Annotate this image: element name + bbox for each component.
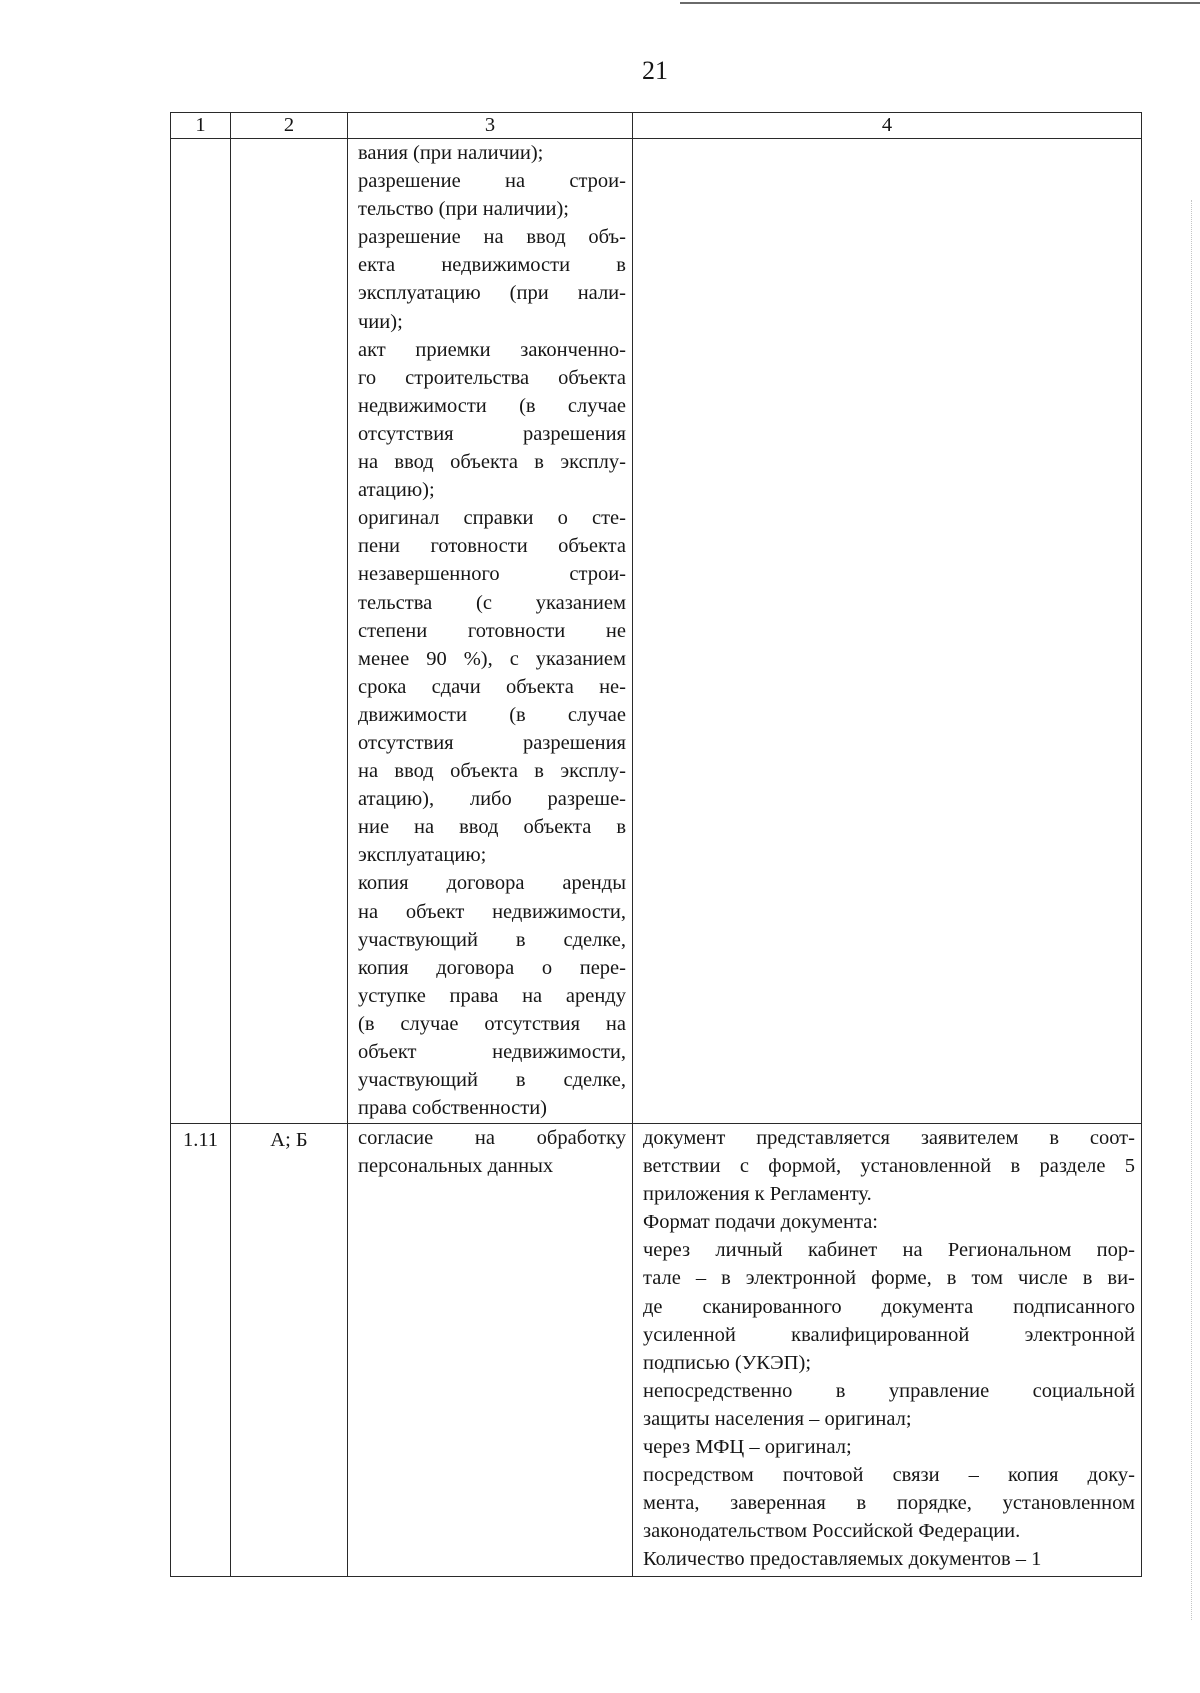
text-line: Формат подачи документа: [643, 1211, 878, 1234]
text-line: Количество предоставляемых документов – 1 [643, 1548, 1042, 1571]
page-number: 21 [642, 56, 668, 85]
text-line: на ввод объекта в эксплу- [358, 451, 626, 474]
text-line: разрешение на строи- [358, 170, 626, 193]
table-row [171, 1124, 1142, 1577]
header-col-3: 3 [348, 113, 633, 139]
text-line: копия договора аренды [358, 872, 626, 895]
text-line: отсутствия разрешения [358, 422, 626, 445]
text-line: де сканированного документа подписанного [643, 1295, 1135, 1318]
text-line: эксплуатацию (при нали- [358, 282, 626, 305]
header-col-1: 1 [171, 113, 231, 139]
text-line: на объект недвижимости, [358, 900, 626, 923]
category-cell: А; Б [231, 1124, 348, 1577]
row-number-cell: 1.11 [171, 1124, 231, 1577]
text-line: атацию), либо разреше- [358, 788, 626, 811]
text-line: (в случае отсутствия на [358, 1012, 626, 1035]
text-line: недвижимости (в случае [358, 394, 626, 417]
text-line: тельства (с указанием [358, 591, 626, 614]
text-line: степени готовности не [358, 619, 626, 642]
text-line: подписью (УКЭП); [643, 1351, 812, 1374]
top-edge-rule [680, 2, 1200, 4]
text-line: документ представляется заявителем в соот- [643, 1127, 1135, 1149]
text-line: эксплуатацию; [358, 844, 487, 867]
text-line: незавершенного строи- [358, 563, 626, 586]
document-name-cell [348, 139, 633, 1124]
text-line: копия договора о пере- [358, 956, 626, 979]
text-line: вания (при наличии); [358, 142, 544, 164]
text-line: менее 90 %), с указанием [358, 647, 626, 670]
text-line: разрешение на ввод объ- [358, 226, 626, 249]
text-line: приложения к Регламенту. [643, 1183, 872, 1206]
text-line: посредством почтовой связи – копия доку- [643, 1464, 1135, 1487]
text-line: екта недвижимости в [358, 254, 626, 277]
text-line: законодательством Российской Федерации. [643, 1520, 1021, 1543]
text-line: через МФЦ – оригинал; [643, 1436, 852, 1459]
table-row [171, 139, 1142, 1124]
text-line: атацию); [358, 479, 435, 502]
text-line: акт приемки законченно- [358, 338, 626, 361]
text-line: объект недвижимости, [358, 1041, 626, 1063]
text-line: защиты населения – оригинал; [643, 1407, 912, 1430]
text-line: чии); [358, 310, 403, 333]
text-line: непосредственно в управление социальной [643, 1379, 1135, 1402]
text-line: тельство (при наличии); [358, 198, 569, 221]
text-line: ние на ввод объекта в [358, 816, 626, 839]
scan-edge-dots [1190, 200, 1192, 1620]
document-requirements-cell [633, 1124, 1142, 1577]
text-line: ветствии с формой, установленной в разделе 5 [643, 1155, 1135, 1178]
text-line: согласие на обработку [358, 1127, 626, 1149]
text-line: участвующий в сделке, [358, 928, 626, 951]
text-line: через личный кабинет на Региональном пор- [643, 1239, 1135, 1262]
text-line: движимости (в случае [358, 703, 626, 726]
text-line: уступке права на аренду [358, 984, 626, 1007]
category-cell [231, 139, 348, 1124]
documents-table [170, 112, 1142, 1577]
header-col-2: 2 [231, 113, 348, 139]
text-line: права собственности) [358, 1097, 548, 1120]
text-line: срока сдачи объекта не- [358, 675, 626, 698]
table-header-row [171, 113, 1142, 139]
text-line: усиленной квалифицированной электронной [643, 1323, 1135, 1346]
text-line: отсутствия разрешения [358, 731, 626, 754]
text-line: персональных данных [358, 1155, 554, 1178]
text-line: оригинал справки о сте- [358, 507, 626, 530]
document-requirements-cell [633, 139, 1142, 1124]
text-line: участвующий в сделке, [358, 1069, 626, 1092]
text-line: тале – в электронной форме, в том числе в ви- [643, 1267, 1135, 1290]
text-line: го строительства объекта [358, 366, 626, 389]
text-line: пени готовности объекта [358, 535, 626, 558]
document-name-cell [348, 1124, 633, 1577]
row-number-cell [171, 139, 231, 1124]
text-line: мента, заверенная в порядке, установленном [643, 1492, 1135, 1515]
header-col-4: 4 [633, 113, 1142, 139]
text-line: на ввод объекта в эксплу- [358, 760, 626, 783]
